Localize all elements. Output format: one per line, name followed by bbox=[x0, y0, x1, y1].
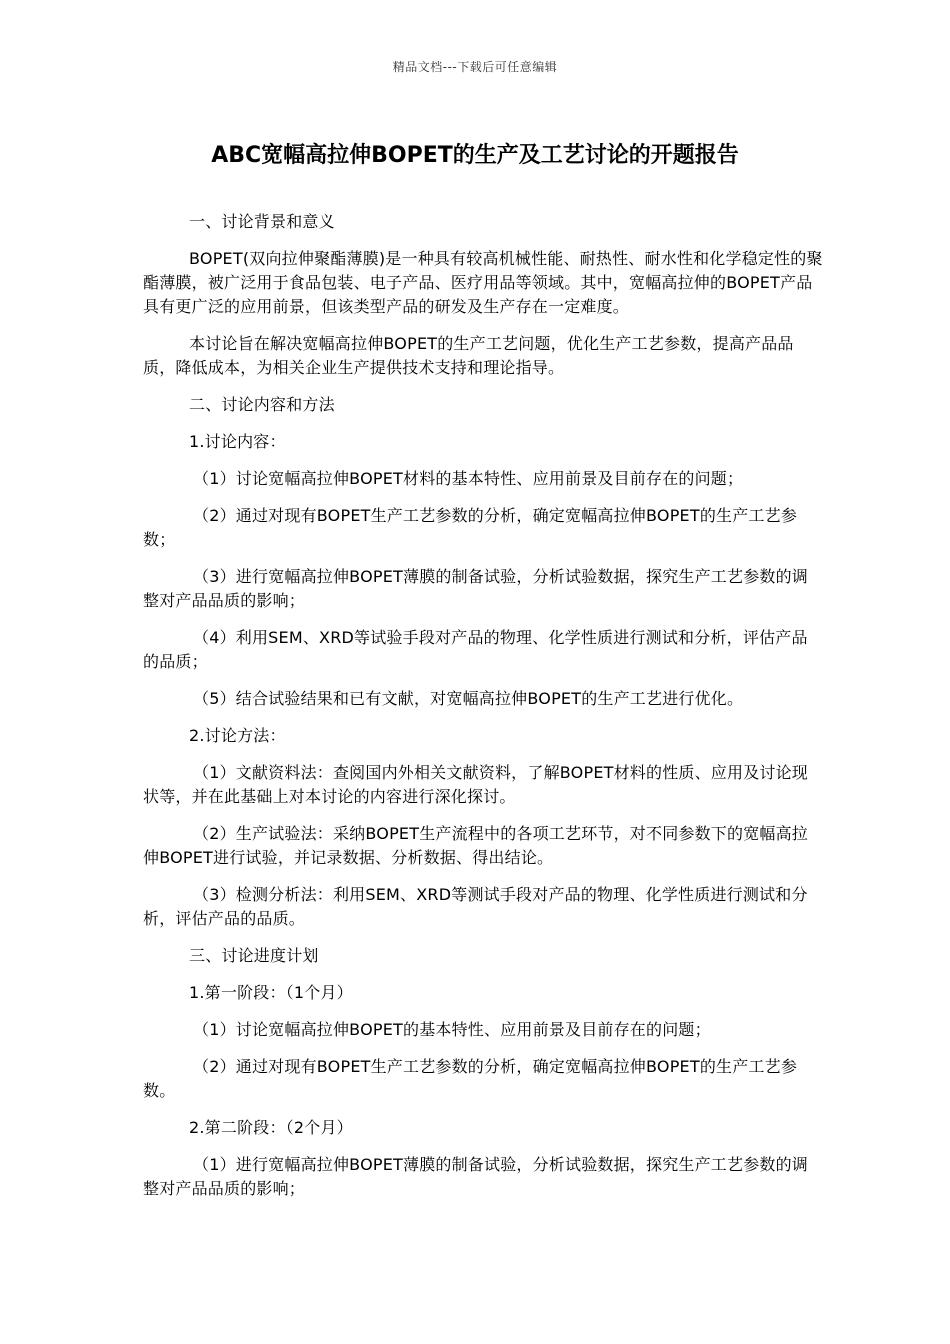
document-title: ABC宽幅高拉伸BOPET的生产及工艺讨论的开题报告 bbox=[211, 143, 739, 168]
list-item: （1）文献资料法：查阅国内外相关文献资料，了解BOPET材料的性质、应用及讨论现状等，并在此基础上对本讨论的内容进行深化探讨。 bbox=[143, 763, 809, 806]
subsection-heading: 1.讨论内容： bbox=[189, 432, 286, 451]
section-heading: 二、讨论内容和方法 bbox=[189, 395, 335, 414]
list-item: （2）通过对现有BOPET生产工艺参数的分析，确定宽幅高拉伸BOPET的生产工艺参数。 bbox=[143, 1057, 798, 1100]
subsection-heading: 2.第二阶段：（2个月） bbox=[189, 1118, 353, 1137]
list-item: （3）检测分析法：利用SEM、XRD等测试手段对产品的物理、化学性质进行测试和分析，评估产品的品质。 bbox=[143, 885, 808, 928]
subsection-heading: 1.第一阶段：（1个月） bbox=[189, 983, 353, 1002]
section-heading: 三、讨论进度计划 bbox=[189, 946, 319, 965]
list-item: （1）进行宽幅高拉伸BOPET薄膜的制备试验，分析试验数据，探究生产工艺参数的调整对产品品质的影响； bbox=[143, 1155, 809, 1198]
list-item: （1）讨论宽幅高拉伸BOPET材料的基本特性、应用前景及目前存在的问题； bbox=[193, 469, 744, 488]
document-body bbox=[143, 210, 823, 1214]
list-item: （5）结合试验结果和已有文献，对宽幅高拉伸BOPET的生产工艺进行优化。 bbox=[193, 689, 744, 708]
list-item: （3）进行宽幅高拉伸BOPET薄膜的制备试验，分析试验数据，探究生产工艺参数的调整对产品品质的影响； bbox=[143, 567, 809, 610]
list-item: （2）通过对现有BOPET生产工艺参数的分析，确定宽幅高拉伸BOPET的生产工艺参数； bbox=[143, 506, 798, 549]
list-item: （4）利用SEM、XRD等试验手段对产品的物理、化学性质进行测试和分析，评估产品的品质； bbox=[143, 628, 808, 671]
page-header-note: 精品文档---下载后可任意编辑 bbox=[392, 60, 558, 74]
body-paragraph: BOPET(双向拉伸聚酯薄膜)是一种具有较高机械性能、耐热性、耐水性和化学稳定性的聚酯薄膜，被广泛用于食品包装、电子产品、医疗用品等领域。其中，宽幅高拉伸的BOPET产品具有更广泛的应用前景，但该类型产品的研发及生产存在一定难度。 bbox=[143, 249, 823, 316]
list-item: （1）讨论宽幅高拉伸BOPET的基本特性、应用前景及目前存在的问题； bbox=[193, 1020, 711, 1039]
subsection-heading: 2.讨论方法： bbox=[189, 726, 286, 745]
list-item: （2）生产试验法：采纳BOPET生产流程中的各项工艺环节，对不同参数下的宽幅高拉伸BOPET进行试验，并记录数据、分析数据、得出结论。 bbox=[143, 824, 809, 867]
section-heading: 一、讨论背景和意义 bbox=[189, 212, 335, 231]
body-paragraph: 本讨论旨在解决宽幅高拉伸BOPET的生产工艺问题，优化生产工艺参数，提高产品品质，降低成本，为相关企业生产提供技术支持和理论指导。 bbox=[143, 334, 794, 377]
